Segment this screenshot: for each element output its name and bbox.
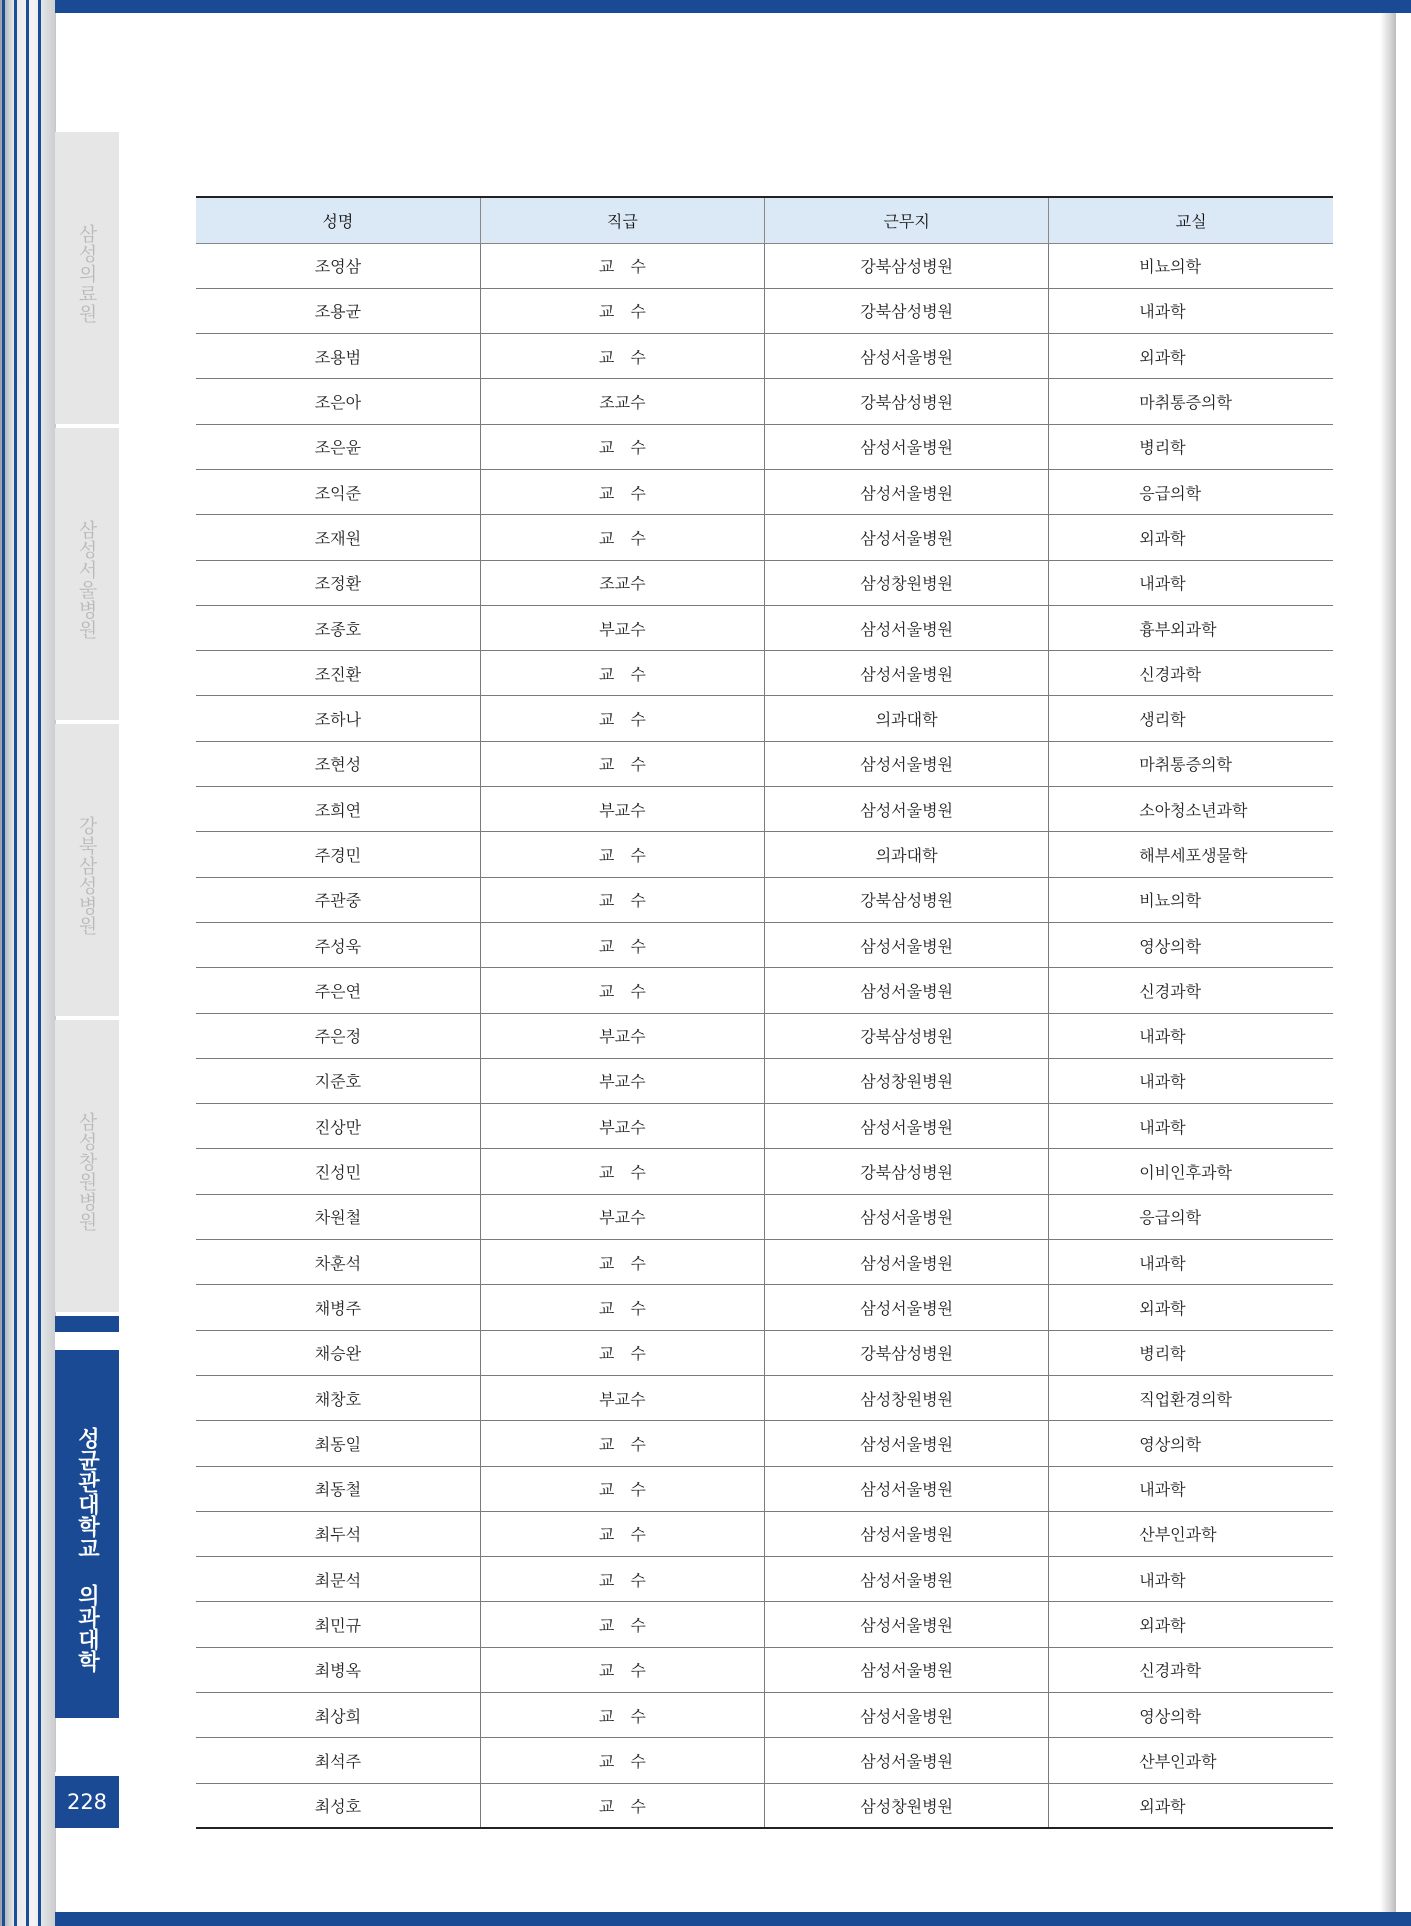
cell-workplace: 삼성서울병원	[765, 1466, 1049, 1511]
faculty-table	[196, 196, 1333, 1829]
top-rule	[55, 0, 1411, 13]
cell-rank: 교 수	[480, 1511, 764, 1556]
table-row	[196, 1557, 1333, 1602]
cell-rank: 교 수	[480, 877, 764, 922]
cell-name: 차원철	[196, 1194, 480, 1239]
cell-rank: 교 수	[480, 1738, 764, 1783]
tab-kangbuk-samsung-hospital[interactable]	[55, 724, 119, 1016]
cell-name: 조종호	[196, 605, 480, 650]
cell-name: 최문석	[196, 1557, 480, 1602]
table-row	[196, 469, 1333, 514]
cell-rank: 부교수	[480, 1013, 764, 1058]
tab-samsung-changwon-hospital[interactable]	[55, 1020, 119, 1312]
cell-name: 진성민	[196, 1149, 480, 1194]
cell-department: 영상의학	[1049, 922, 1333, 967]
cell-rank: 교 수	[480, 1602, 764, 1647]
table-row	[196, 1240, 1333, 1285]
cell-rank: 교 수	[480, 288, 764, 333]
table-row	[196, 379, 1333, 424]
header-rank: 직급	[480, 197, 764, 243]
faculty-table-wrap	[196, 196, 1333, 1829]
cell-workplace: 삼성서울병원	[765, 1240, 1049, 1285]
cell-workplace: 강북삼성병원	[765, 243, 1049, 288]
cell-workplace: 강북삼성병원	[765, 1149, 1049, 1194]
cell-department: 소아청소년과학	[1049, 787, 1333, 832]
cell-rank: 교 수	[480, 1240, 764, 1285]
table-row	[196, 1104, 1333, 1149]
table-row	[196, 877, 1333, 922]
cell-name: 조은윤	[196, 424, 480, 469]
table-row	[196, 1693, 1333, 1738]
table-row	[196, 334, 1333, 379]
page-number: 228	[55, 1772, 119, 1828]
cell-rank: 조교수	[480, 560, 764, 605]
table-row	[196, 1466, 1333, 1511]
cell-name: 조정환	[196, 560, 480, 605]
cell-department: 내과학	[1049, 1557, 1333, 1602]
cell-name: 조재원	[196, 515, 480, 560]
cell-rank: 교 수	[480, 424, 764, 469]
cell-workplace: 강북삼성병원	[765, 1330, 1049, 1375]
cell-workplace: 삼성서울병원	[765, 605, 1049, 650]
cell-workplace: 삼성서울병원	[765, 922, 1049, 967]
cell-rank: 교 수	[480, 1421, 764, 1466]
cell-department: 비뇨의학	[1049, 243, 1333, 288]
cell-workplace: 강북삼성병원	[765, 379, 1049, 424]
table-row	[196, 288, 1333, 333]
cell-rank: 교 수	[480, 1783, 764, 1828]
cell-rank: 교 수	[480, 1557, 764, 1602]
section-tabs	[55, 132, 119, 1722]
cell-name: 채병주	[196, 1285, 480, 1330]
cell-department: 병리학	[1049, 1330, 1333, 1375]
cell-name: 주성욱	[196, 922, 480, 967]
cell-workplace: 삼성창원병원	[765, 1375, 1049, 1420]
cell-department: 신경과학	[1049, 968, 1333, 1013]
cell-workplace: 삼성서울병원	[765, 651, 1049, 696]
cell-department: 외과학	[1049, 1783, 1333, 1828]
cell-workplace: 삼성창원병원	[765, 1058, 1049, 1103]
cell-department: 신경과학	[1049, 651, 1333, 696]
cell-name: 조진환	[196, 651, 480, 696]
cell-name: 조영삼	[196, 243, 480, 288]
cell-department: 외과학	[1049, 334, 1333, 379]
cell-department: 내과학	[1049, 288, 1333, 333]
cell-name: 채승완	[196, 1330, 480, 1375]
cell-name: 조익준	[196, 469, 480, 514]
cell-rank: 부교수	[480, 787, 764, 832]
table-row	[196, 741, 1333, 786]
cell-department: 내과학	[1049, 560, 1333, 605]
cell-name: 최성호	[196, 1783, 480, 1828]
cell-workplace: 삼성서울병원	[765, 1602, 1049, 1647]
tab-samsung-medical-center[interactable]	[55, 132, 119, 424]
header-name: 성명	[196, 197, 480, 243]
table-row	[196, 922, 1333, 967]
cell-rank: 교 수	[480, 334, 764, 379]
cell-rank: 교 수	[480, 515, 764, 560]
cell-rank: 교 수	[480, 243, 764, 288]
tab-skku-medicine-active[interactable]	[55, 1316, 119, 1718]
cell-name: 지준호	[196, 1058, 480, 1103]
cell-workplace: 삼성서울병원	[765, 515, 1049, 560]
cell-rank: 교 수	[480, 1285, 764, 1330]
header-department: 교실	[1049, 197, 1333, 243]
cell-name: 주은정	[196, 1013, 480, 1058]
cell-workplace: 삼성서울병원	[765, 1194, 1049, 1239]
bottom-rule	[55, 1912, 1411, 1926]
table-row	[196, 1783, 1333, 1828]
cell-rank: 부교수	[480, 1058, 764, 1103]
cell-department: 외과학	[1049, 1285, 1333, 1330]
cell-workplace: 삼성서울병원	[765, 787, 1049, 832]
cell-workplace: 삼성서울병원	[765, 1285, 1049, 1330]
table-row	[196, 968, 1333, 1013]
book-spine	[0, 0, 56, 1926]
header-workplace: 근무지	[765, 197, 1049, 243]
cell-rank: 부교수	[480, 1104, 764, 1149]
cell-name: 최동철	[196, 1466, 480, 1511]
cell-department: 마취통증의학	[1049, 741, 1333, 786]
table-row	[196, 1013, 1333, 1058]
table-row	[196, 1194, 1333, 1239]
table-row	[196, 787, 1333, 832]
cell-name: 채창호	[196, 1375, 480, 1420]
cell-workplace: 삼성서울병원	[765, 424, 1049, 469]
tab-label: 삼성창원병원	[75, 1112, 98, 1232]
cell-department: 영상의학	[1049, 1421, 1333, 1466]
cell-name: 조용균	[196, 288, 480, 333]
cell-rank: 부교수	[480, 1194, 764, 1239]
cell-rank: 교 수	[480, 469, 764, 514]
cell-department: 해부세포생물학	[1049, 832, 1333, 877]
cell-name: 조현성	[196, 741, 480, 786]
cell-name: 주경민	[196, 832, 480, 877]
spine-strip	[26, 0, 29, 1926]
cell-rank: 교 수	[480, 651, 764, 696]
cell-workplace: 의과대학	[765, 832, 1049, 877]
table-row	[196, 1738, 1333, 1783]
table-row	[196, 1285, 1333, 1330]
cell-workplace: 삼성서울병원	[765, 469, 1049, 514]
cell-department: 생리학	[1049, 696, 1333, 741]
table-row	[196, 651, 1333, 696]
cell-rank: 교 수	[480, 741, 764, 786]
cell-workplace: 삼성서울병원	[765, 1421, 1049, 1466]
tab-label: 삼성의료원	[75, 224, 98, 324]
cell-name: 조희연	[196, 787, 480, 832]
cell-name: 주관중	[196, 877, 480, 922]
spine-strip	[2, 0, 5, 1926]
cell-department: 산부인과학	[1049, 1511, 1333, 1556]
cell-name: 조용범	[196, 334, 480, 379]
table-row	[196, 424, 1333, 469]
cell-department: 병리학	[1049, 424, 1333, 469]
cell-workplace: 삼성서울병원	[765, 1738, 1049, 1783]
table-row	[196, 1421, 1333, 1466]
cell-workplace: 삼성창원병원	[765, 1783, 1049, 1828]
cell-workplace: 삼성서울병원	[765, 1557, 1049, 1602]
cell-workplace: 삼성서울병원	[765, 1647, 1049, 1692]
cell-rank: 부교수	[480, 605, 764, 650]
cell-workplace: 강북삼성병원	[765, 1013, 1049, 1058]
table-row	[196, 832, 1333, 877]
cell-workplace: 의과대학	[765, 696, 1049, 741]
cell-department: 영상의학	[1049, 1693, 1333, 1738]
tab-label: 삼성서울병원	[75, 520, 98, 640]
cell-name: 최민규	[196, 1602, 480, 1647]
cell-workplace: 삼성창원병원	[765, 560, 1049, 605]
table-row	[196, 605, 1333, 650]
cell-rank: 조교수	[480, 379, 764, 424]
tab-label: 강북삼성병원	[75, 816, 98, 936]
cell-department: 내과학	[1049, 1240, 1333, 1285]
cell-department: 외과학	[1049, 1602, 1333, 1647]
cell-rank: 교 수	[480, 1149, 764, 1194]
cell-department: 이비인후과학	[1049, 1149, 1333, 1194]
cell-workplace: 삼성서울병원	[765, 1511, 1049, 1556]
cell-rank: 교 수	[480, 1693, 764, 1738]
table-row	[196, 1602, 1333, 1647]
cell-department: 산부인과학	[1049, 1738, 1333, 1783]
cell-department: 응급의학	[1049, 1194, 1333, 1239]
cell-workplace: 삼성서울병원	[765, 1104, 1049, 1149]
cell-department: 내과학	[1049, 1104, 1333, 1149]
tab-label: 성균관대학교 의과대학	[74, 1427, 100, 1672]
cell-name: 진상만	[196, 1104, 480, 1149]
table-header-row	[196, 197, 1333, 243]
cell-workplace: 삼성서울병원	[765, 968, 1049, 1013]
cell-workplace: 강북삼성병원	[765, 288, 1049, 333]
cell-rank: 교 수	[480, 968, 764, 1013]
cell-name: 최석주	[196, 1738, 480, 1783]
cell-rank: 교 수	[480, 922, 764, 967]
cell-name: 차훈석	[196, 1240, 480, 1285]
table-row	[196, 696, 1333, 741]
cell-name: 최동일	[196, 1421, 480, 1466]
cell-workplace: 삼성서울병원	[765, 741, 1049, 786]
cell-workplace: 강북삼성병원	[765, 877, 1049, 922]
table-row	[196, 1058, 1333, 1103]
table-row	[196, 515, 1333, 560]
tab-samsung-seoul-hospital[interactable]	[55, 428, 119, 720]
table-row	[196, 560, 1333, 605]
cell-department: 신경과학	[1049, 1647, 1333, 1692]
cell-rank: 교 수	[480, 1466, 764, 1511]
cell-workplace: 삼성서울병원	[765, 334, 1049, 379]
cell-name: 최병옥	[196, 1647, 480, 1692]
cell-department: 응급의학	[1049, 469, 1333, 514]
cell-department: 직업환경의학	[1049, 1375, 1333, 1420]
table-row	[196, 1330, 1333, 1375]
table-row	[196, 1647, 1333, 1692]
cell-name: 조하나	[196, 696, 480, 741]
page-edge-shadow	[1380, 0, 1396, 1926]
cell-name: 최두석	[196, 1511, 480, 1556]
cell-department: 내과학	[1049, 1058, 1333, 1103]
table-row	[196, 1511, 1333, 1556]
cell-department: 내과학	[1049, 1013, 1333, 1058]
table-row	[196, 1375, 1333, 1420]
cell-department: 외과학	[1049, 515, 1333, 560]
cell-workplace: 삼성서울병원	[765, 1693, 1049, 1738]
cell-rank: 교 수	[480, 696, 764, 741]
cell-department: 비뇨의학	[1049, 877, 1333, 922]
cell-rank: 교 수	[480, 1330, 764, 1375]
table-row	[196, 243, 1333, 288]
table-row	[196, 1149, 1333, 1194]
cell-department: 마취통증의학	[1049, 379, 1333, 424]
cell-rank: 교 수	[480, 832, 764, 877]
spine-strip	[14, 0, 17, 1926]
cell-department: 흉부외과학	[1049, 605, 1333, 650]
spine-strip	[38, 0, 41, 1926]
cell-name: 최상희	[196, 1693, 480, 1738]
cell-department: 내과학	[1049, 1466, 1333, 1511]
cell-name: 조은아	[196, 379, 480, 424]
cell-name: 주은연	[196, 968, 480, 1013]
cell-rank: 부교수	[480, 1375, 764, 1420]
cell-rank: 교 수	[480, 1647, 764, 1692]
